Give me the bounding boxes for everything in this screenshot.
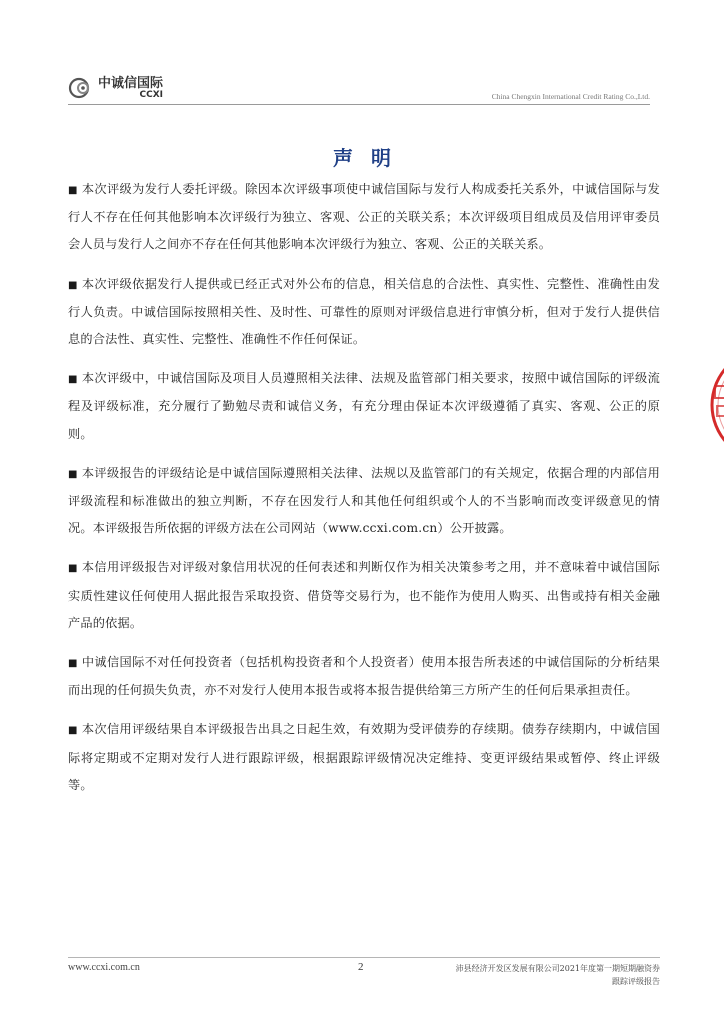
statement-text: 本信用评级报告对评级对象信用状况的任何表述和判断仅作为相关决策参考之用，并不意味着中诚信国际实质性建议任何使用人据此报告采取投资、借贷等交易行为，也不能作为使用人购买、出售或持有相关金融产品的依据。 [68,560,660,630]
statement-paragraph [68,649,660,704]
square-bullet-icon: ■ [68,374,78,386]
footer-divider [68,957,660,958]
statement-paragraph [68,271,660,354]
statement-text: 本次评级依据发行人提供或已经正式对外公布的信息，相关信息的合法性、真实性、完整性、准确性由发行人负责。中诚信国际按照相关性、及时性、可靠性的原则对评级信息进行审慎分析，但对于发行人提供信息的合法性、真实性、完整性、准确性不作任何保证。 [68,276,660,347]
company-english-name: China Chengxin International Credit Rating Co.,Ltd. [491,92,650,101]
statement-paragraph [68,554,660,637]
ccxi-logo-icon [68,75,94,101]
statement-text: 本次评级中，中诚信国际及项目人员遵照相关法律、法规及监管部门相关要求，按照中诚信国际的评级流程及评级标准，充分履行了勤勉尽责和诚信义务，有充分理由保证本次评级遵循了真实、客观、公正的原则。 [68,371,660,441]
footer-report-line2: 跟踪评级报告 [612,977,660,986]
statement-text: 本评级报告的评级结论是中诚信国际遵照相关法律、法规以及监管部门的有关规定，依据合理的内部信用评级流程和标准做出的独立判断，不存在因发行人和其他任何组织或个人的不当影响而改变评级意见的情况。本评级报告所依据的评级方法在公司网站（www.ccxi.com.cn）公开披露。 [68,465,660,536]
statement-text: 中诚信国际不对任何投资者（包括机构投资者和个人投资者）使用本报告所表述的中诚信国际的分析结果而出现的任何损失负责，亦不对发行人使用本报告或将本报告提供给第三方所产生的任何后果承担责任。 [68,655,660,698]
company-seal-stamp [706,340,724,470]
square-bullet-icon: ■ [68,658,78,670]
footer-report-title [456,962,660,988]
square-bullet-icon: ■ [68,185,78,196]
square-bullet-icon: ■ [68,279,78,291]
statement-paragraph [68,365,660,448]
square-bullet-icon: ■ [68,725,78,737]
page-number: 2 [358,961,364,973]
footer-report-line1: 沛县经济开发区发展有限公司2021年度第一期短期融资券 [455,964,660,973]
statement-paragraph [68,716,660,799]
logo-cn-text: 中诚信国际 [98,75,164,91]
statement-paragraph [68,176,660,259]
logo-en-text: CCXI [139,89,164,100]
statement-text: 本次评级为发行人委托评级。除因本次评级事项使中诚信国际与发行人构成委托关系外，中诚信国际与发行人不存在任何其他影响本次评级行为独立、客观、公正的关联关系；本次评级项目组成员及信用评审委员会人员与发行人之间亦不存在任何其他影响本次评级行为独立、客观、公正的关联关系。 [68,182,660,252]
statement-text: 本次信用评级结果自本评级报告出具之日起生效，有效期为受评债券的存续期。债券存续期内，中诚信国际将定期或不定期对发行人进行跟踪评级，根据跟踪评级情况决定维持、变更评级结果或暂停、终止评级等。 [68,722,660,792]
page-header [68,74,658,104]
statement-paragraph [68,460,660,543]
square-bullet-icon: ■ [68,563,78,575]
footer-website: www.ccxi.com.cn [68,962,140,973]
header-divider [68,104,650,105]
page-title: 声明 [333,146,409,170]
ccxi-logo [68,74,163,102]
statement-body [68,176,660,811]
square-bullet-icon: ■ [68,468,78,480]
